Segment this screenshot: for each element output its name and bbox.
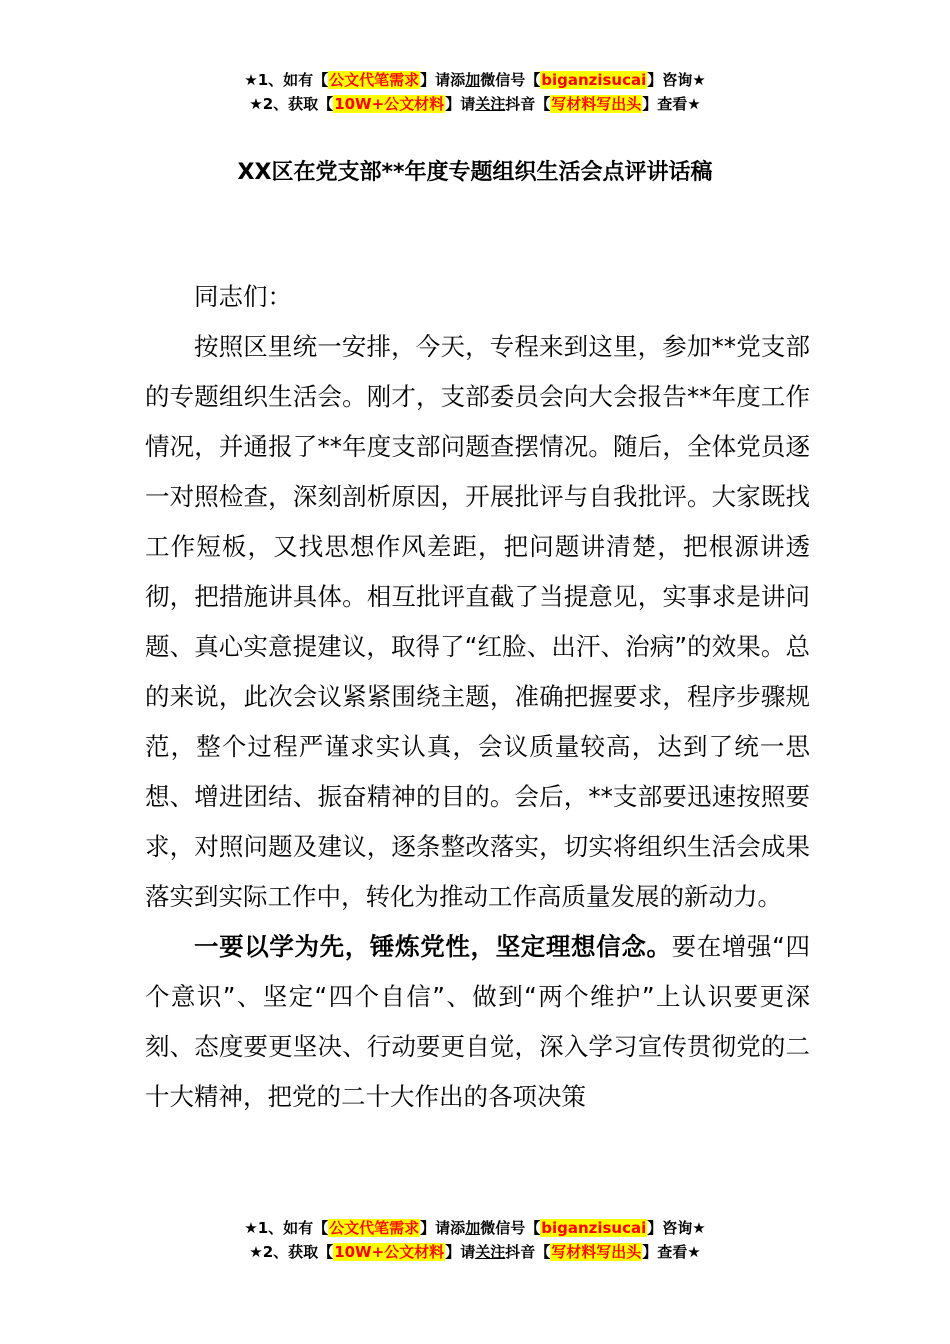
banner-text: 】查看★: [642, 95, 701, 113]
paragraph-1: 按照区里统一安排，今天，专程来到这里，参加**党支部的专题组织生活会。刚才，支部委员会向大会报告**年度工作情况，并通报了**年度支部问题查摆情况。随后，全体党员逐一对照检查，深刻剖析原因，开展批评与自我批评。大家既找工作短板，又找思想作风差距，把问题讲清楚，把根源讲透彻，把措施讲具体。相互批评直截了当提意见，实事求是讲问题、真心实意提建议，取得了“红脸、出汗、治病”的效果。总的来说，此次会议紧紧围绕主题，准确把握要求，程序步骤规范，整个过程严谨求实认真，会议质量较高，达到了统一思想、增进团结、振奋精神的目的。会后，**支部要迅速按照要求，对照问题及建议，逐条整改落实，切实将组织生活会成果落实到实际工作中，转化为推动工作高质量发展的新动力。: [145, 332, 810, 911]
banner-text: ★2、获取【: [249, 1243, 334, 1261]
paragraph-2-heading: 一要以学为先，锤炼党性，坚定理想信念。: [194, 932, 672, 961]
salutation: 同志们：: [194, 282, 292, 311]
banner-text: 】请添: [420, 1219, 466, 1237]
highlight-service: 公文代笔需求: [329, 1219, 420, 1237]
banner-text: ★2、获取【: [249, 95, 334, 113]
banner-text: 关注: [475, 1243, 506, 1261]
banner-text: 抖音【: [505, 1243, 551, 1261]
banner-text: 加: [465, 71, 481, 89]
highlight-service: 公文代笔需求: [329, 71, 420, 89]
top-banner: [0, 68, 950, 116]
highlight-materials: 10W+公文材料: [334, 95, 445, 113]
banner-text: 加: [465, 1219, 481, 1237]
highlight-wechat-id: biganzisucai: [541, 71, 647, 89]
banner-line-2: [0, 92, 950, 116]
banner-text: 】查看★: [642, 1243, 701, 1261]
highlight-douyin-account: 写材料写出头: [551, 95, 642, 113]
banner-text: 】请: [445, 1243, 476, 1261]
banner-text: 抖音【: [505, 95, 551, 113]
banner-line-1: [0, 1216, 950, 1240]
document-body: [145, 272, 810, 1122]
highlight-wechat-id: biganzisucai: [541, 1219, 647, 1237]
banner-text: 】咨询★: [647, 71, 706, 89]
banner-text: 微信号【: [480, 1219, 541, 1237]
highlight-douyin-account: 写材料写出头: [551, 1243, 642, 1261]
banner-text: ★1、如有【: [244, 71, 329, 89]
highlight-materials: 10W+公文材料: [334, 1243, 445, 1261]
banner-line-1: [0, 68, 950, 92]
banner-text: 关注: [475, 95, 506, 113]
document-title: XX区在党支部**年度专题组织生活会点评讲话稿: [237, 160, 713, 185]
banner-text: 】咨询★: [647, 1219, 706, 1237]
bottom-banner: [0, 1216, 950, 1264]
banner-text: 】请添: [420, 71, 466, 89]
paragraph-2-text: 要在增强“四个意识”、坚定“四个自信”、做到“两个维护”上认识要更深刻、态度要更坚决、行动要更自觉，深入学习宣传贯彻党的二十大精神，把党的二十大作出的各项决策: [145, 932, 810, 1111]
banner-line-2: [0, 1240, 950, 1264]
paragraph-2: [145, 922, 810, 1122]
banner-text: 】请: [445, 95, 476, 113]
banner-text: ★1、如有【: [244, 1219, 329, 1237]
banner-text: 微信号【: [480, 71, 541, 89]
